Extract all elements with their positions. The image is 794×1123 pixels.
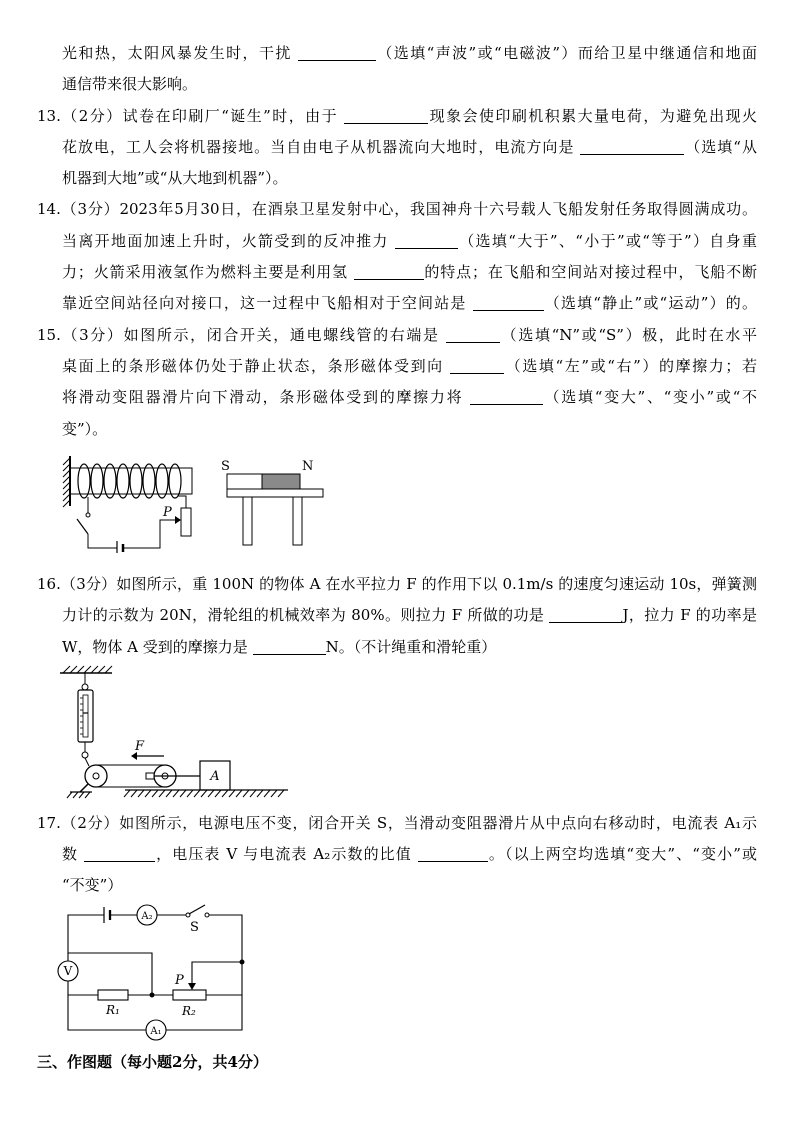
- question-text: ，电压表 V 与电流表 A₂示数的比值: [154, 845, 418, 863]
- q17-figure: [52, 898, 252, 1043]
- answer-blank: [549, 608, 622, 623]
- ammeter-a1-label: A₁: [150, 1026, 162, 1037]
- intro-line-2: [62, 73, 757, 95]
- question-text: J，拉力 F 的功率是: [622, 606, 757, 624]
- question-text: “不变”）: [62, 876, 123, 894]
- question-text: 靠近空间站径向对接口，这一过程中飞船相对于空间站是: [62, 294, 473, 312]
- spring-scale: [78, 673, 93, 766]
- intro-line-1: [62, 42, 757, 64]
- question-text: 桌面上的条形磁体仍处于静止状态，条形磁体受到向: [62, 357, 451, 375]
- q16-figure: [55, 660, 300, 805]
- question-text: 力计的示数为 20N，滑轮组的机械效率为 80%。则拉力 F 所做的功是: [62, 606, 550, 624]
- question-text: 变”）。: [62, 420, 108, 438]
- q14-line-2: [62, 230, 757, 252]
- resistor-r1: [98, 990, 128, 1000]
- section-title: 三、作图题（每小题2分，共4分）: [37, 1053, 268, 1071]
- bar-magnet: [227, 474, 300, 489]
- resistor-r1-label: R₁: [106, 1003, 120, 1017]
- q13-line-1: [37, 105, 757, 127]
- question-text: （选填“静止”或“运动”）的。: [543, 294, 757, 312]
- slider-arrow: [175, 516, 181, 524]
- rheostat: [181, 508, 191, 536]
- slider-arrow: [188, 983, 196, 990]
- ammeter-a2-label: A₂: [141, 911, 153, 922]
- question-text: 通信带来很大影响。: [62, 75, 198, 93]
- q17-line-2: [62, 843, 757, 865]
- ground: [124, 790, 288, 797]
- question-text: 15.（3分）如图所示，闭合开关，通电螺线管的右端是: [37, 326, 447, 344]
- answer-blank: [395, 234, 458, 249]
- resistor-r2: [173, 990, 206, 1000]
- question-text: （选填“声波”或“电磁波”）而给卫星中继通信和地面: [375, 44, 757, 62]
- wall: [63, 456, 70, 507]
- answer-blank: [446, 328, 500, 343]
- q14-line-4: [62, 292, 757, 314]
- question-text: W，物体 A 受到的摩擦力是: [62, 638, 253, 656]
- question-text: 当离开地面加速上升时，火箭受到的反冲推力: [62, 232, 395, 250]
- question-text: 13.（2分）试卷在印刷厂“诞生”时，由于: [37, 107, 345, 125]
- q17-line-1: [37, 812, 757, 834]
- table: [227, 489, 323, 545]
- q15-line-4: [62, 418, 757, 440]
- switch-label: S: [190, 920, 199, 935]
- voltmeter: [58, 961, 78, 981]
- question-text: 16.（3分）如图所示，重 100N 的物体 A 在水平拉力 F 的作用下以 0.1m/s 的速度匀速运动 10s，弹簧测: [37, 575, 757, 593]
- q14-line-3: [62, 261, 757, 283]
- movable-pulley: [146, 765, 200, 787]
- q16-line-2: [62, 604, 757, 626]
- resistor-r2-label: R₂: [182, 1004, 196, 1018]
- answer-blank: [354, 265, 424, 280]
- answer-blank: [418, 847, 488, 862]
- answer-blank: [84, 847, 155, 862]
- question-text: N。（不计绳重和滑轮重）: [325, 638, 497, 656]
- q17-line-3: [62, 874, 757, 896]
- answer-blank: [450, 359, 504, 374]
- junction-dot: [150, 993, 155, 998]
- answer-blank: [473, 296, 544, 311]
- fixed-pulley: [67, 765, 107, 798]
- q15-line-1: [37, 324, 757, 346]
- q16-line-3: [62, 636, 757, 658]
- circuit-wires: [68, 915, 242, 1030]
- answer-blank: [298, 46, 376, 61]
- magnet-n-pole-label: N: [302, 459, 314, 474]
- question-text: （选填“左”或“右”）的摩擦力；若: [504, 357, 757, 375]
- q16-line-1: [37, 573, 757, 595]
- ceiling: [60, 666, 112, 673]
- block-label: A: [210, 769, 220, 784]
- question-text: 将滑动变阻器滑片向下滑动，条形磁体受到的摩擦力将: [62, 388, 470, 406]
- question-text: 。（以上两空均选填“变大”、“变小”或: [487, 845, 757, 863]
- question-text: （选填“变大”、“变小”或“不: [542, 388, 757, 406]
- q14-line-1: [37, 198, 757, 220]
- switch: [77, 513, 90, 534]
- circuit-wires: [88, 496, 186, 548]
- q13-line-3: [62, 167, 757, 189]
- force-label: F: [135, 739, 145, 754]
- question-text: （选填“N”或“S”）极，此时在水平: [500, 326, 757, 344]
- slider-label: P: [163, 505, 172, 520]
- q15-line-3: [62, 386, 757, 408]
- ammeter-a2: [137, 905, 157, 925]
- q15-line-2: [62, 355, 757, 377]
- junction-dot: [240, 960, 245, 965]
- q13-line-2: [62, 136, 757, 158]
- question-text: 17.（2分）如图所示，电源电压不变，闭合开关 S，当滑动变阻器滑片从中点向右移动时，电流表 A₁示: [37, 814, 757, 832]
- question-text: 花放电，工人会将机器接地。当自由电子从机器流向大地时，电流方向是: [62, 138, 581, 156]
- battery: [117, 541, 123, 553]
- question-text: （选填“从: [684, 138, 757, 156]
- switch-s: [186, 905, 209, 917]
- slider-label: P: [175, 973, 184, 988]
- answer-blank: [580, 140, 684, 155]
- answer-blank: [470, 390, 543, 405]
- question-text: 的特点；在飞船和空间站对接过程中，飞船不断: [423, 263, 757, 281]
- ammeter-a1: [146, 1020, 166, 1040]
- question-text: 力；火箭采用液氢作为燃料主要是利用氢: [62, 263, 354, 281]
- answer-blank: [344, 109, 428, 124]
- battery: [104, 907, 110, 923]
- question-text: 光和热，太阳风暴发生时，干扰: [62, 44, 298, 62]
- question-text: 数: [62, 845, 84, 863]
- question-text: 现象会使印刷机积累大量电荷，为避免出现火: [428, 107, 757, 125]
- q15-figure: [50, 448, 335, 553]
- question-text: 14.（3分）2023年5月30日，在酒泉卫星发射中心，我国神舟十六号载人飞船发射任务取得圆满成功。: [37, 200, 757, 218]
- section-heading: [37, 1051, 757, 1073]
- solenoid-coil: [78, 464, 181, 498]
- voltmeter-label: V: [63, 964, 73, 978]
- question-text: （选填“大于”、“小于”或“等于”）自身重: [457, 232, 757, 250]
- magnet-s-pole-label: S: [221, 459, 230, 474]
- answer-blank: [253, 640, 326, 655]
- question-text: 机器到大地”或“从大地到机器”）。: [62, 169, 288, 187]
